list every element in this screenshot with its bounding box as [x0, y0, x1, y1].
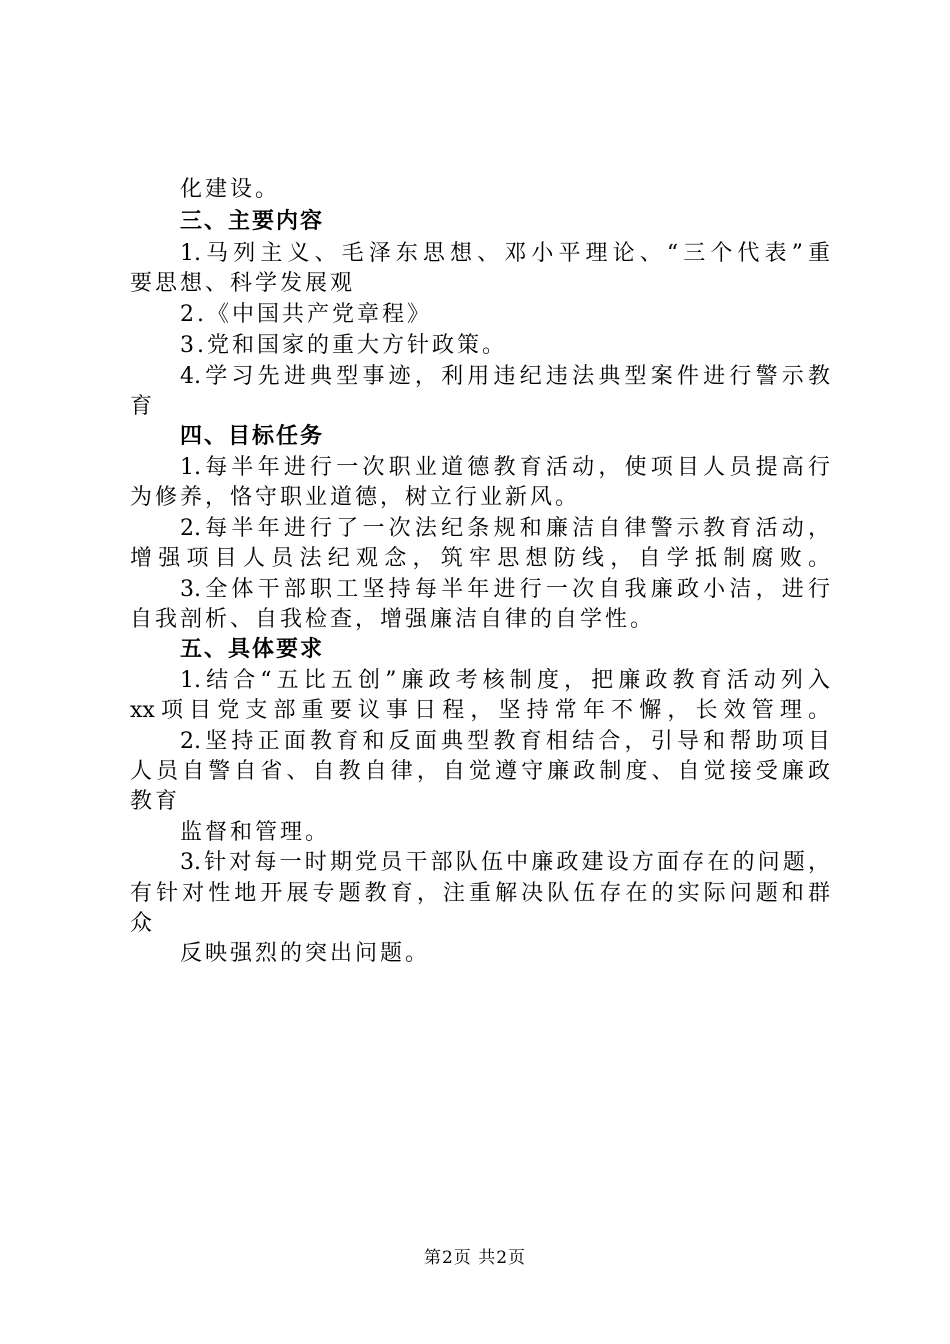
body-text-line: 增强项目人员法纪观念，筑牢思想防线，自学抵制腐败。 — [130, 546, 830, 571]
body-text-line: 3.党和国家的重大方针政策。 — [180, 333, 507, 358]
body-text-line: 2.每半年进行了一次法纪条规和廉洁自律警示教育活动， — [180, 516, 830, 541]
body-text-line: 人员自警自省、自教自律，自觉遵守廉政制度、自觉接受廉政 — [130, 759, 830, 784]
body-text-line: 3.全体干部职工坚持每半年进行一次自我廉政小洁，进行 — [180, 577, 830, 602]
body-text-line: 1.结合“五比五创”廉政考核制度，把廉政教育活动列入 — [180, 668, 830, 693]
body-text-line: 4.学习先进典型事迹，利用违纪违法典型案件进行警示教 — [180, 364, 830, 389]
section-heading-3: 三、主要内容 — [180, 209, 325, 234]
body-text-line: 自我剖析、自我检查，增强廉洁自律的自学性。 — [130, 607, 656, 632]
body-text-line: 1.马列主义、毛泽东思想、邓小平理论、“三个代表”重 — [180, 241, 830, 266]
page-footer: 第2页 共2页 — [423, 1248, 527, 1268]
body-text-line: 教育 — [130, 789, 181, 814]
body-text-line: 2.坚持正面教育和反面典型教育相结合，引导和帮助项目 — [180, 729, 830, 754]
body-text-line: 3.针对每一时期党员干部队伍中廉政建设方面存在的问题， — [180, 850, 830, 875]
section-heading-5: 五、具体要求 — [180, 637, 325, 662]
section-heading-4: 四、目标任务 — [180, 424, 325, 449]
body-text-line: 众 — [130, 911, 156, 936]
body-text-line: 监督和管理。 — [180, 820, 331, 845]
body-text-line: 化建设。 — [180, 177, 281, 202]
body-text-line: xx项目党支部重要议事日程，坚持常年不懈，长效管理。 — [130, 698, 830, 723]
body-text-line: 育 — [130, 394, 156, 419]
body-text-line: 反映强烈的突出问题。 — [180, 941, 431, 966]
body-text-line: 有针对性地开展专题教育，注重解决队伍存在的实际问题和群 — [130, 881, 830, 906]
body-text-line: 2.《中国共产党章程》 — [180, 302, 432, 327]
body-text-line: 1.每半年进行一次职业道德教育活动，使项目人员提高行 — [180, 455, 830, 480]
body-text-line: 为修养，恪守职业道德，树立行业新风。 — [130, 485, 581, 510]
body-text-line: 要思想、科学发展观 — [130, 271, 356, 296]
